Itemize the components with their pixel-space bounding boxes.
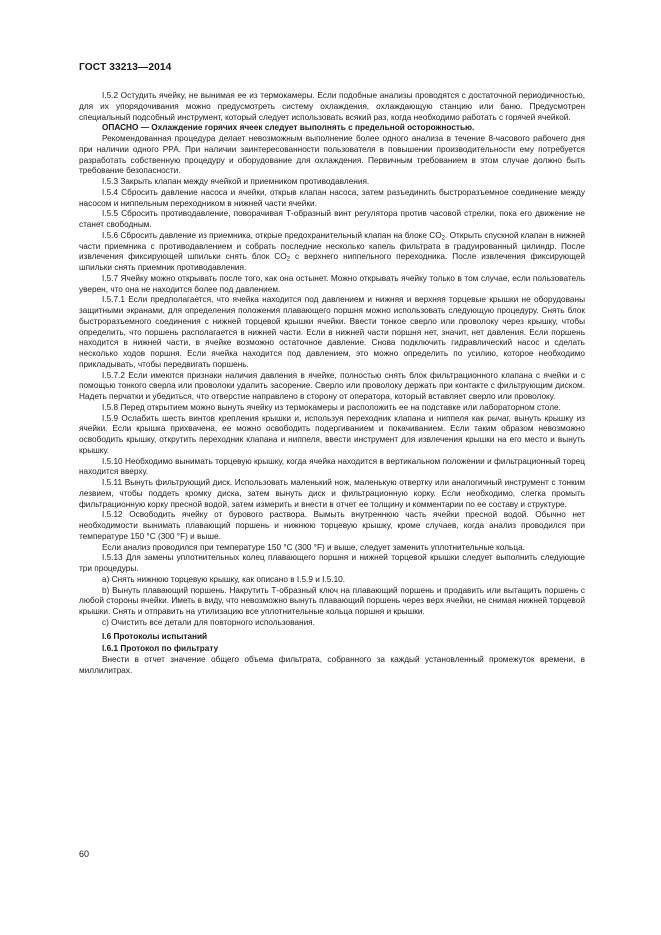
paragraph-temperature: Если анализ проводился при температуре 150 °С (300 °F) и выше, следует заменить уплотнительные кольца. xyxy=(102,542,525,552)
paragraph-i5-9: I.5.9 Ослабить шесть винтов крепления крышки и, используя переходник клапана и ниппеля как рычаг, вынуть крышку из ячейки. Если крышка прихвачена, ее можно освободить подергиванием и покачиванием. Если таким образом невозможно освободить крышку, открутить переходник клапана и ниппеля, ввести инструмент для извлечения крышки на его место и вынуть крышку. xyxy=(79,413,585,455)
paragraph-i5-2: I.5.2 Остудить ячейку, не вынимая ее из термокамеры. Если подобные анализы проводятся с достаточной периодичностью, для их упорядочивания можно предусмотреть систему охлаждения, охлаждающую станцию или баню. Предусмотрен специальный подсобный инструмент, который следует использовать всякий раз, когда необходимо работать с горячей ячейкой. xyxy=(79,91,585,122)
page-number: 60 xyxy=(79,849,90,859)
paragraph-i5-10: I.5.10 Необходимо вынимать торцевую крышку, когда ячейка находится в вертикальном положении и фильтрационный торец находится вверху. xyxy=(79,456,585,477)
paragraph-i5-6-part-1: I.5.6 Сбросить давление из приемника, открые предохранительный клапан на блоке CO xyxy=(102,230,442,240)
paragraph-i5-13: I.5.13 Для замены уплотнительных колец плавающего поршня и нижней торцевой крышки следует выполнить следующие три процедуры. xyxy=(79,553,585,573)
paragraph-i5-6 xyxy=(79,231,585,274)
paragraph-i5-12: I.5.12 Освободить ячейку от бурового раствора. Вымыть внутреннюю часть ячейки пресной водой. Обычно нет необходимости вынимать плавающий поршень и нижнюю торцевую крышку, кроме случаев, когда анализ проводился при температуре 150 °С (300 °F) и выше. xyxy=(79,510,585,541)
paragraph-i5-6-part-3: с верхнего ниппельного переходника. После извлечения фиксирующей шпильки снять приемник противодавления. xyxy=(79,252,586,272)
paragraph-recommendation: Рекомендованная процедура делает невозможным выполнение более одного анализа в течение 8-часового рабочего дня при наличии одного РРА. При наличии заинтересованности пользователя в повышении производительности ему потребуется разработать собственную процедуру и оборудование для охлаждения. Первичным требованием в этом случае должно быть требование безопасности. xyxy=(79,134,585,176)
paragraph-i5-11: I.5.11 Вынуть фильтрующий диск. Использовать маленький нож, маленькую отвертку или аналогичный инструмент с тонким лезвием, чтобы поддеть кромку диска, затем вынуть диск и фильтрационную корку. Если необходимо, слегка промыть фильтрационную корку пресной водой, затем измерить и внести в отчет ее толщину и комментарии по ее составу и структуре. xyxy=(79,478,585,509)
list-item-a: a) Снять нижнюю торцевую крышку, как описано в I.5.9 и I.5.10. xyxy=(102,574,346,584)
document-body xyxy=(79,91,585,677)
paragraph-i5-4: I.5.4 Сбросить давление насоса и ячейки, открыв клапан насоса, затем разъединить быстроразъемное соединение между насосом и ниппельным переходником в нижней части ячейки. xyxy=(79,187,585,208)
paragraph-i6-1: Внести в отчет значение общего объема фильтрата, собранного за каждый установленный промежуток времени, в миллилитрах. xyxy=(79,655,585,675)
warning-paragraph: ОПАСНО — Охлаждение горячих ячеек следует выполнять с предельной осторожностью. xyxy=(102,123,475,133)
subscript-2: 2 xyxy=(441,235,445,242)
subsection-heading-i6-1: I.6.1 Протокол по фильтрату xyxy=(102,644,219,654)
document-header: ГОСТ 33213—2014 xyxy=(79,62,172,73)
paragraph-i5-7-1: I.5.7.1 Если предполагается, что ячейка находится под давлением и нижняя и верхняя торцевые крышки не оборудованы защитными экранами, для определения положения плавающего поршня можно использовать следующую процедуру. Снять блок быстроразъемного соединения с нижней торцевой крышки ячейки. Ввести тонкое сверло или проволоку через крышку, чтобы определить, что поршень располагается в нижней части. Если в нижней части поршня нет, значит, нет давления. Если поршень находится в нижней части, в ячейке возможно остаточное давление. Снова подключить гидравлический насос и сделать несколько ходов поршня. Если ячейка находится под давлением, это можно определить по усилию, которое необходимо прикладывать, чтобы передвигать поршень. xyxy=(79,295,585,369)
paragraph-i5-3: I.5.3 Закрыть клапан между ячейкой и приемником противодавления. xyxy=(102,177,370,186)
subscript-2: 2 xyxy=(286,256,291,263)
paragraph-i5-7-2: I.5.7.2 Если имеются признаки наличия давления в ячейке, полностью снять блок фильтрационного клапана с ячейки и с помощью тонкого сверла или проволоки удалить засорение. Сверло или проволоку держать при контакте с фильтрующим диском. Надеть перчатки и убедиться, что отверстие направлено в сторону от оператора, который вставляет сверло или проволоку. xyxy=(79,370,585,401)
paragraph-i5-8: I.5.8 Перед открытием можно вынуть ячейку из термокамеры и расположить ее на подставке или лабораторном столе. xyxy=(102,402,561,412)
paragraph-i5-7: I.5.7 Ячейку можно открывать после того, как она остынет. Можно открывать ячейку только в том случае, если пользователь уверен, что она не находится более под давлением. xyxy=(79,273,585,294)
section-heading-i6: I.6 Протоколы испытаний xyxy=(102,631,208,641)
paragraph-i5-6-part-2: . Открыть спускной клапан в нижней части приемника с противодавлением и собрать последние несколько капель фильтрата в градуированный цилиндр. После извлечения фиксирующей шпильки снять блок CO xyxy=(79,230,585,262)
paragraph-i5-5: I.5.5 Сбросить противодавление, поворачивая Т-образный винт регулятора против часовой стрелки, пока его движение не станет свободным. xyxy=(79,209,585,229)
list-item-c: c) Очистить все детали для повторного использования. xyxy=(102,617,315,627)
list-item-b: b) Вынуть плавающий поршень. Накрутить Т-образный ключ на плавающий поршень и продавить или вытащить поршень с любой стороны ячейки. Иметь в виду, что невозможно вынуть плавающий поршень через верх ячейки, не снимая нижней торцевой крышки. Снять и отправить на утилизацию все уплотнительные кольца поршня и крышки. xyxy=(79,585,585,616)
